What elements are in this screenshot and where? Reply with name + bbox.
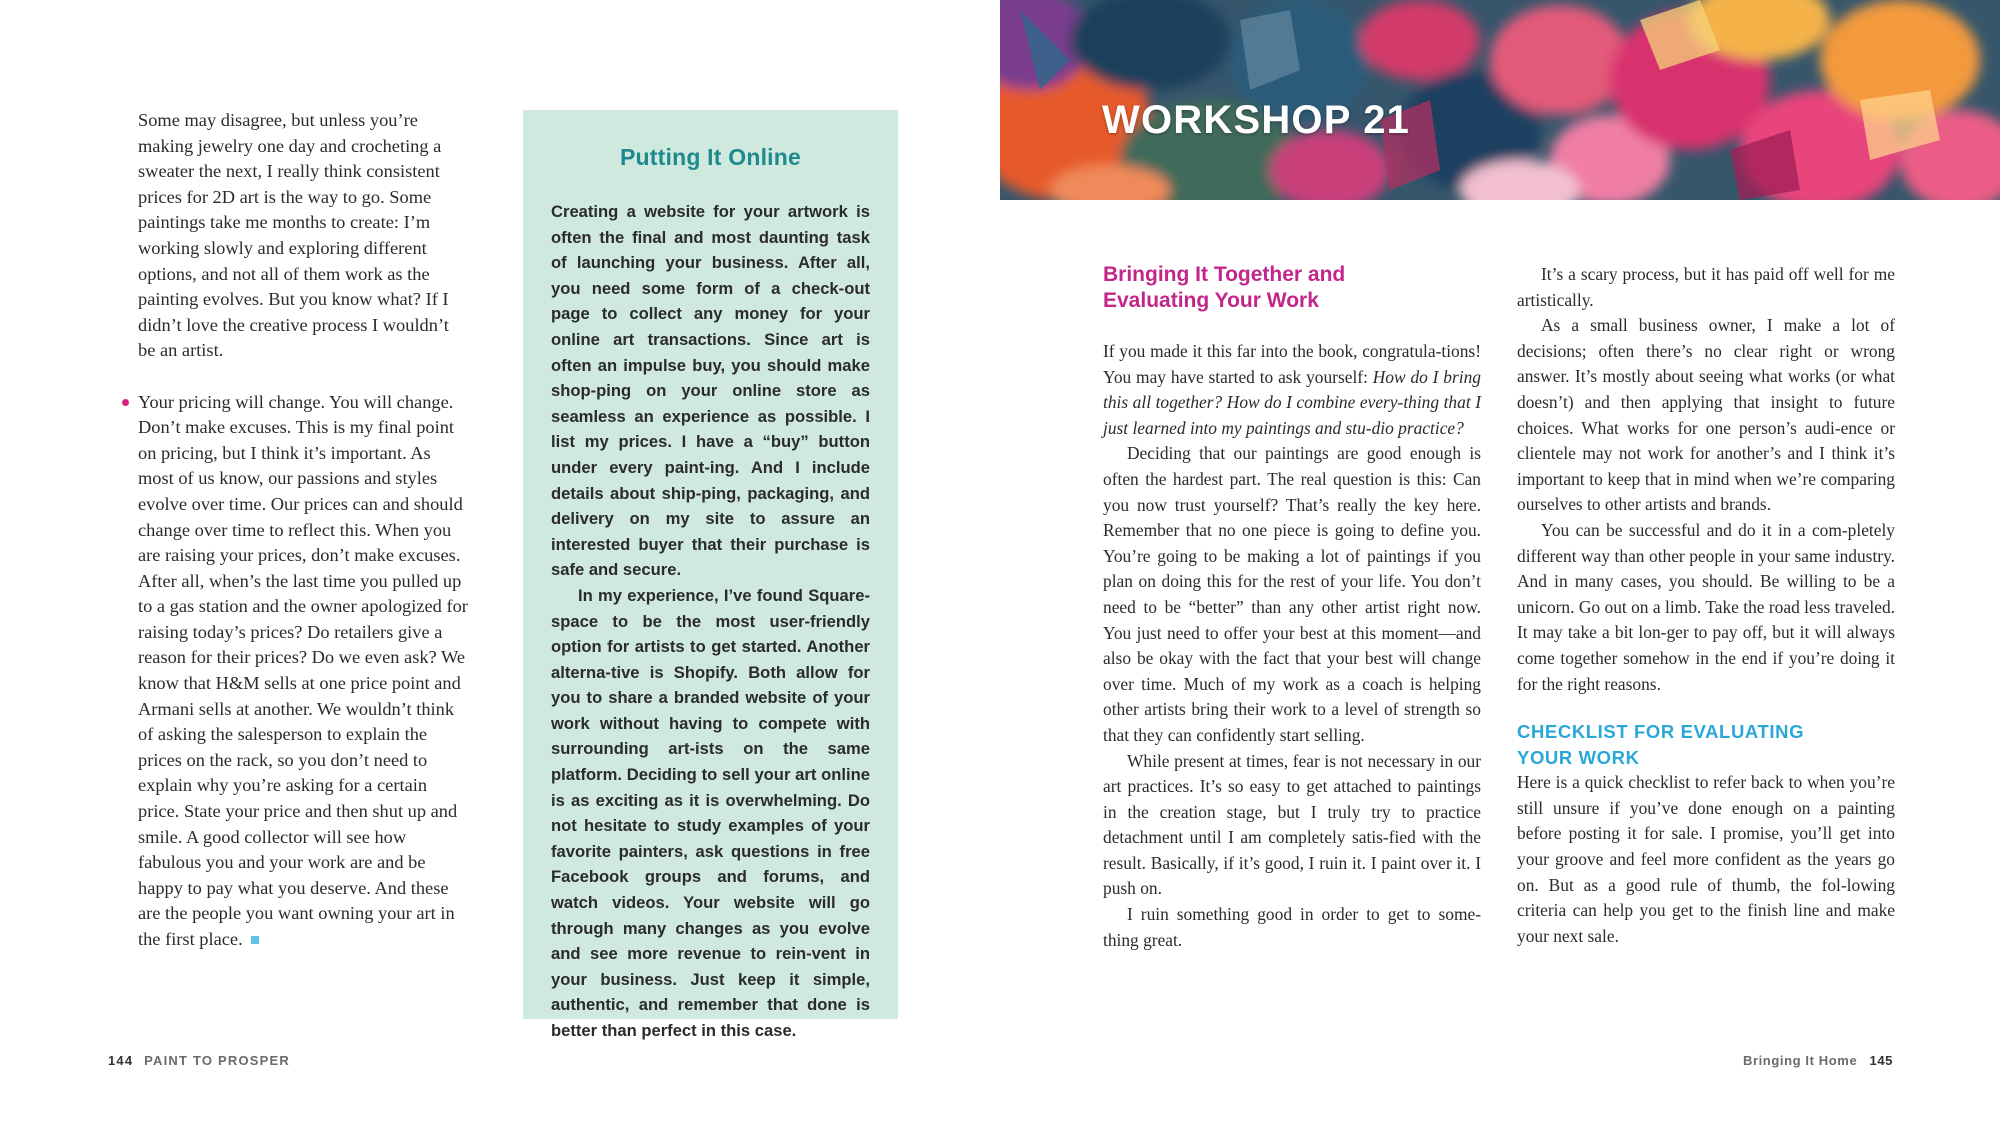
sidebar-paragraph-2: In my experience, I’ve found Square-space to be the most user-friendly option for artists to get started. Another alterna-tive is Shopify. Both allow for you to share a branded website of your work without having to compete with surrounding art-ists on the same platform. Deciding to sell your art online is as exciting as it is overwhelming. Do not hesitate to study examples of your favorite painters, ask questions in free Facebook groups and forums, and watch videos. Your website will go through many changes as you evolve and see more revenue to rein-vent in your business. Just keep it simple, authentic, and remember that done is better than perfect in this case.	[551, 585, 870, 1040]
right-running-title: Bringing It Home	[1742, 1053, 1858, 1068]
footer-right	[1743, 1053, 1893, 1068]
intro-paragraph	[1103, 339, 1481, 441]
right-column-1	[1103, 262, 1481, 953]
paragraph-gap	[138, 364, 468, 390]
bullet-item	[138, 390, 468, 953]
bullet-paragraph-text: Your pricing will change. You will change. Don’t make excuses. This is my final point on pricing, but I think it’s important. As most of us know, our passions and styles evolve over time. Our prices can and should change over time to reflect this. When you are raising your prices, don’t make excuses. After all, when’s the last time you pulled up to a gas station and the owner apologized for raising today’s prices? Do retailers give a reason for their prices? Do we even ask? We know that H&M sells at one price point and Armani sells at another. We wouldn’t think of asking the salesperson to explain the prices on the rack, so you don’t need to explain why you’re asking for a certain price. State your price and then shut up and smile. A good collector will see how fabulous you and your work are and be happy to pay what you deserve. And these are the people you want owning your art in the first place.	[138, 391, 468, 949]
right-page-number: 145	[1869, 1053, 1893, 1068]
footer-left	[108, 1053, 290, 1068]
sidebar-paragraph-1: Creating a website for your artwork is often the final and most daunting task of launching your business. After all, you need some form of a check-out page to collect any money for your online art transactions. Since art is often an impulse buy, you should make shop-ping on your online store as seamless an experience as possible. I list my prices. I have a “buy” button under every paint-ing. And I include details about ship-ping, packaging, and delivery on my site to assure an interested buyer that their purchase is safe and secure.	[551, 202, 870, 580]
left-page-text	[138, 108, 468, 953]
section-heading-line-1: Bringing It Together and	[1103, 263, 1346, 286]
sidebar-box	[523, 110, 898, 1040]
right-paragraph-3: While present at times, fear is not necessary in our art practices. It’s so easy to get attached to paintings in the creation stage, but I truly try to practice detachment until I am completely satis-fied with the result. Basically, if it’s good, I ruin it. I paint over it. I push on.	[1103, 750, 1481, 899]
checklist-paragraph: Here is a quick checklist to refer back to when you’re still unsure if you’ve done enough on a painting before posting it for sale. I promise, you’ll get into your groove and feel more confident as the years go on. But as a good rule of thumb, the fol-lowing criteria can help you get to the finish line and make your next sale.	[1517, 772, 1895, 946]
checklist-heading-line-2: YOUR WORK	[1517, 746, 1640, 768]
bullet-paragraph	[138, 390, 468, 953]
left-running-title: PAINT TO PROSPER	[144, 1053, 290, 1068]
right-paragraph-4: I ruin something good in order to get to some-thing great.	[1103, 904, 1481, 950]
left-page-number: 144	[108, 1053, 134, 1068]
workshop-title: WORKSHOP 21	[1102, 98, 1411, 142]
sidebar-title: Putting It Online	[620, 144, 801, 170]
checklist-heading-line-1: CHECKLIST FOR EVALUATING	[1517, 721, 1805, 743]
col2-paragraph-2: As a small business owner, I make a lot of decisions; often there’s no clear right or wrong answer. It’s mostly about seeing what works (or what doesn’t) and then applying that insight to future choices. What works for one person’s audi-ence or clientele may not work for another’s and I think it’s important to keep that in mind when we’re comparing ourselves to other artists and brands.	[1517, 315, 1895, 515]
sidebar-body	[551, 199, 870, 1044]
end-mark-icon	[251, 936, 259, 944]
col2-paragraph-1: It’s a scary process, but it has paid off well for me artistically.	[1517, 264, 1895, 310]
right-paragraph-2: Deciding that our paintings are good enough is often the hardest part. The real question is this: Can you now trust yourself? That’s really the key here. Remember that no one piece is going to define you. You’re going to be making a lot of paintings if you plan on doing this for the rest of your life. You don’t need to be “better” than any other artist right now. You just need to offer your best at this moment—and also be okay with the fact that your best will change over time. Much of my work as a coach is helping other artists bring their work to a level of strength so that they can confidently start selling.	[1103, 443, 1481, 745]
col2-paragraph-3: You can be successful and do it in a com-pletely different way than other people in your same industry. And in many cases, you should. Be willing to be a unicorn. Go out on a limb. Take the road less traveled. It may take a bit lon-ger to pay off, but it will always come together somehow in the end if you’re doing it for the right reasons.	[1517, 519, 1895, 694]
section-heading-line-2: Evaluating Your Work	[1103, 289, 1319, 312]
left-paragraph-1: Some may disagree, but unless you’re making jewelry one day and crocheting a sweater the next, I really think consistent prices for 2D art is the way to go. Some paintings take me months to create: I’m working slowly and exploring different options, and not all of them work as the painting evolves. But you know what? If I didn’t love the creative process I wouldn’t be an artist.	[138, 110, 449, 361]
checklist-heading	[1517, 719, 1895, 770]
intro-text: If you made it this far into the book, congratula-tions! You may have started to ask yourself:	[1103, 341, 1481, 387]
intro-italic-text: How do I bring this all together? How do I combine every-thing that I just learned into my paintings and stu-dio practice?	[1103, 366, 1481, 438]
bullet-dot-icon	[122, 399, 129, 406]
section-heading	[1103, 262, 1481, 314]
workshop-hero-banner	[1000, 0, 2000, 200]
right-column-2	[1517, 262, 1895, 949]
